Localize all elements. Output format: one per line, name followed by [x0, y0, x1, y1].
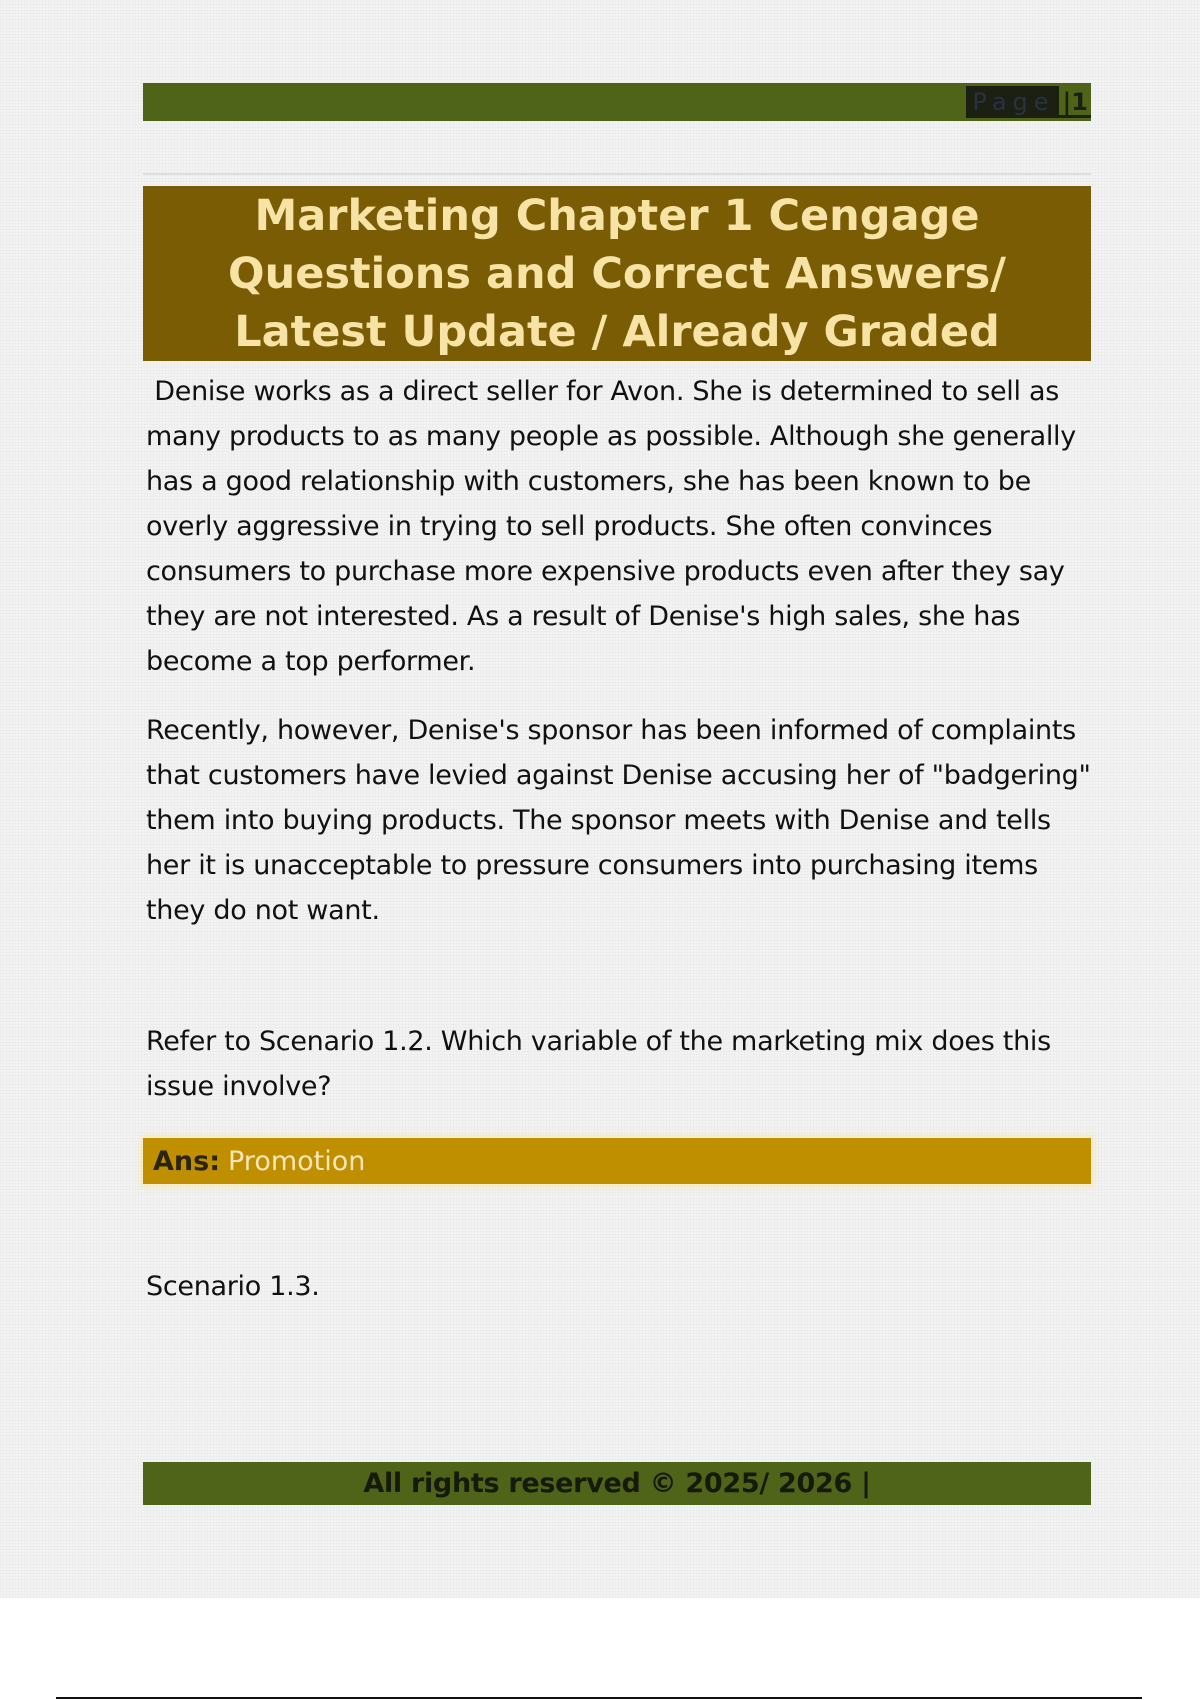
page-number — [1059, 86, 1091, 118]
document-title: Marketing Chapter 1 Cengage Questions and Correct Answers/ Latest Update / Already Graded — [228, 190, 1006, 357]
answer-label: Ans: — [153, 1145, 220, 1177]
scenario-paragraph-1: Denise works as a direct seller for Avon. She is determined to sell as many products to as many people as possible. Although she generally has a good relationship with customers, she has been known to be overly aggressive in trying to sell products. She often convinces consumers to purchase more expensive products even after they say they are not interested. As a result of Denise's high sales, she has become a top performer. — [146, 376, 1085, 677]
page-separator: | — [1062, 88, 1072, 116]
page-number-value: 1 — [1071, 88, 1088, 116]
header-divider — [143, 173, 1091, 175]
page-label: Page — [966, 86, 1058, 118]
question-text: Refer to Scenario 1.2. Which variable of the marketing mix does this issue involve? — [146, 1026, 1051, 1102]
header-bar — [143, 83, 1091, 121]
answer-bar — [143, 1138, 1091, 1184]
scenario-paragraph-2: Recently, however, Denise's sponsor has been informed of complaints that customers have levied against Denise accusing her of "badgering" them into buying products. The sponsor meets with Denise and tells her it is unacceptable to pressure consumers into purchasing items they do not want. — [146, 715, 1091, 926]
footer-bar — [143, 1462, 1091, 1505]
next-scenario-heading: Scenario 1.3. — [146, 1271, 320, 1302]
page-number-indicator — [966, 86, 1091, 118]
footer-copyright: All rights reserved © 2025/ 2026 | — [363, 1468, 871, 1499]
title-block — [143, 186, 1091, 361]
page-bottom-rule — [56, 1697, 1142, 1699]
answer-value: Promotion — [228, 1145, 366, 1177]
